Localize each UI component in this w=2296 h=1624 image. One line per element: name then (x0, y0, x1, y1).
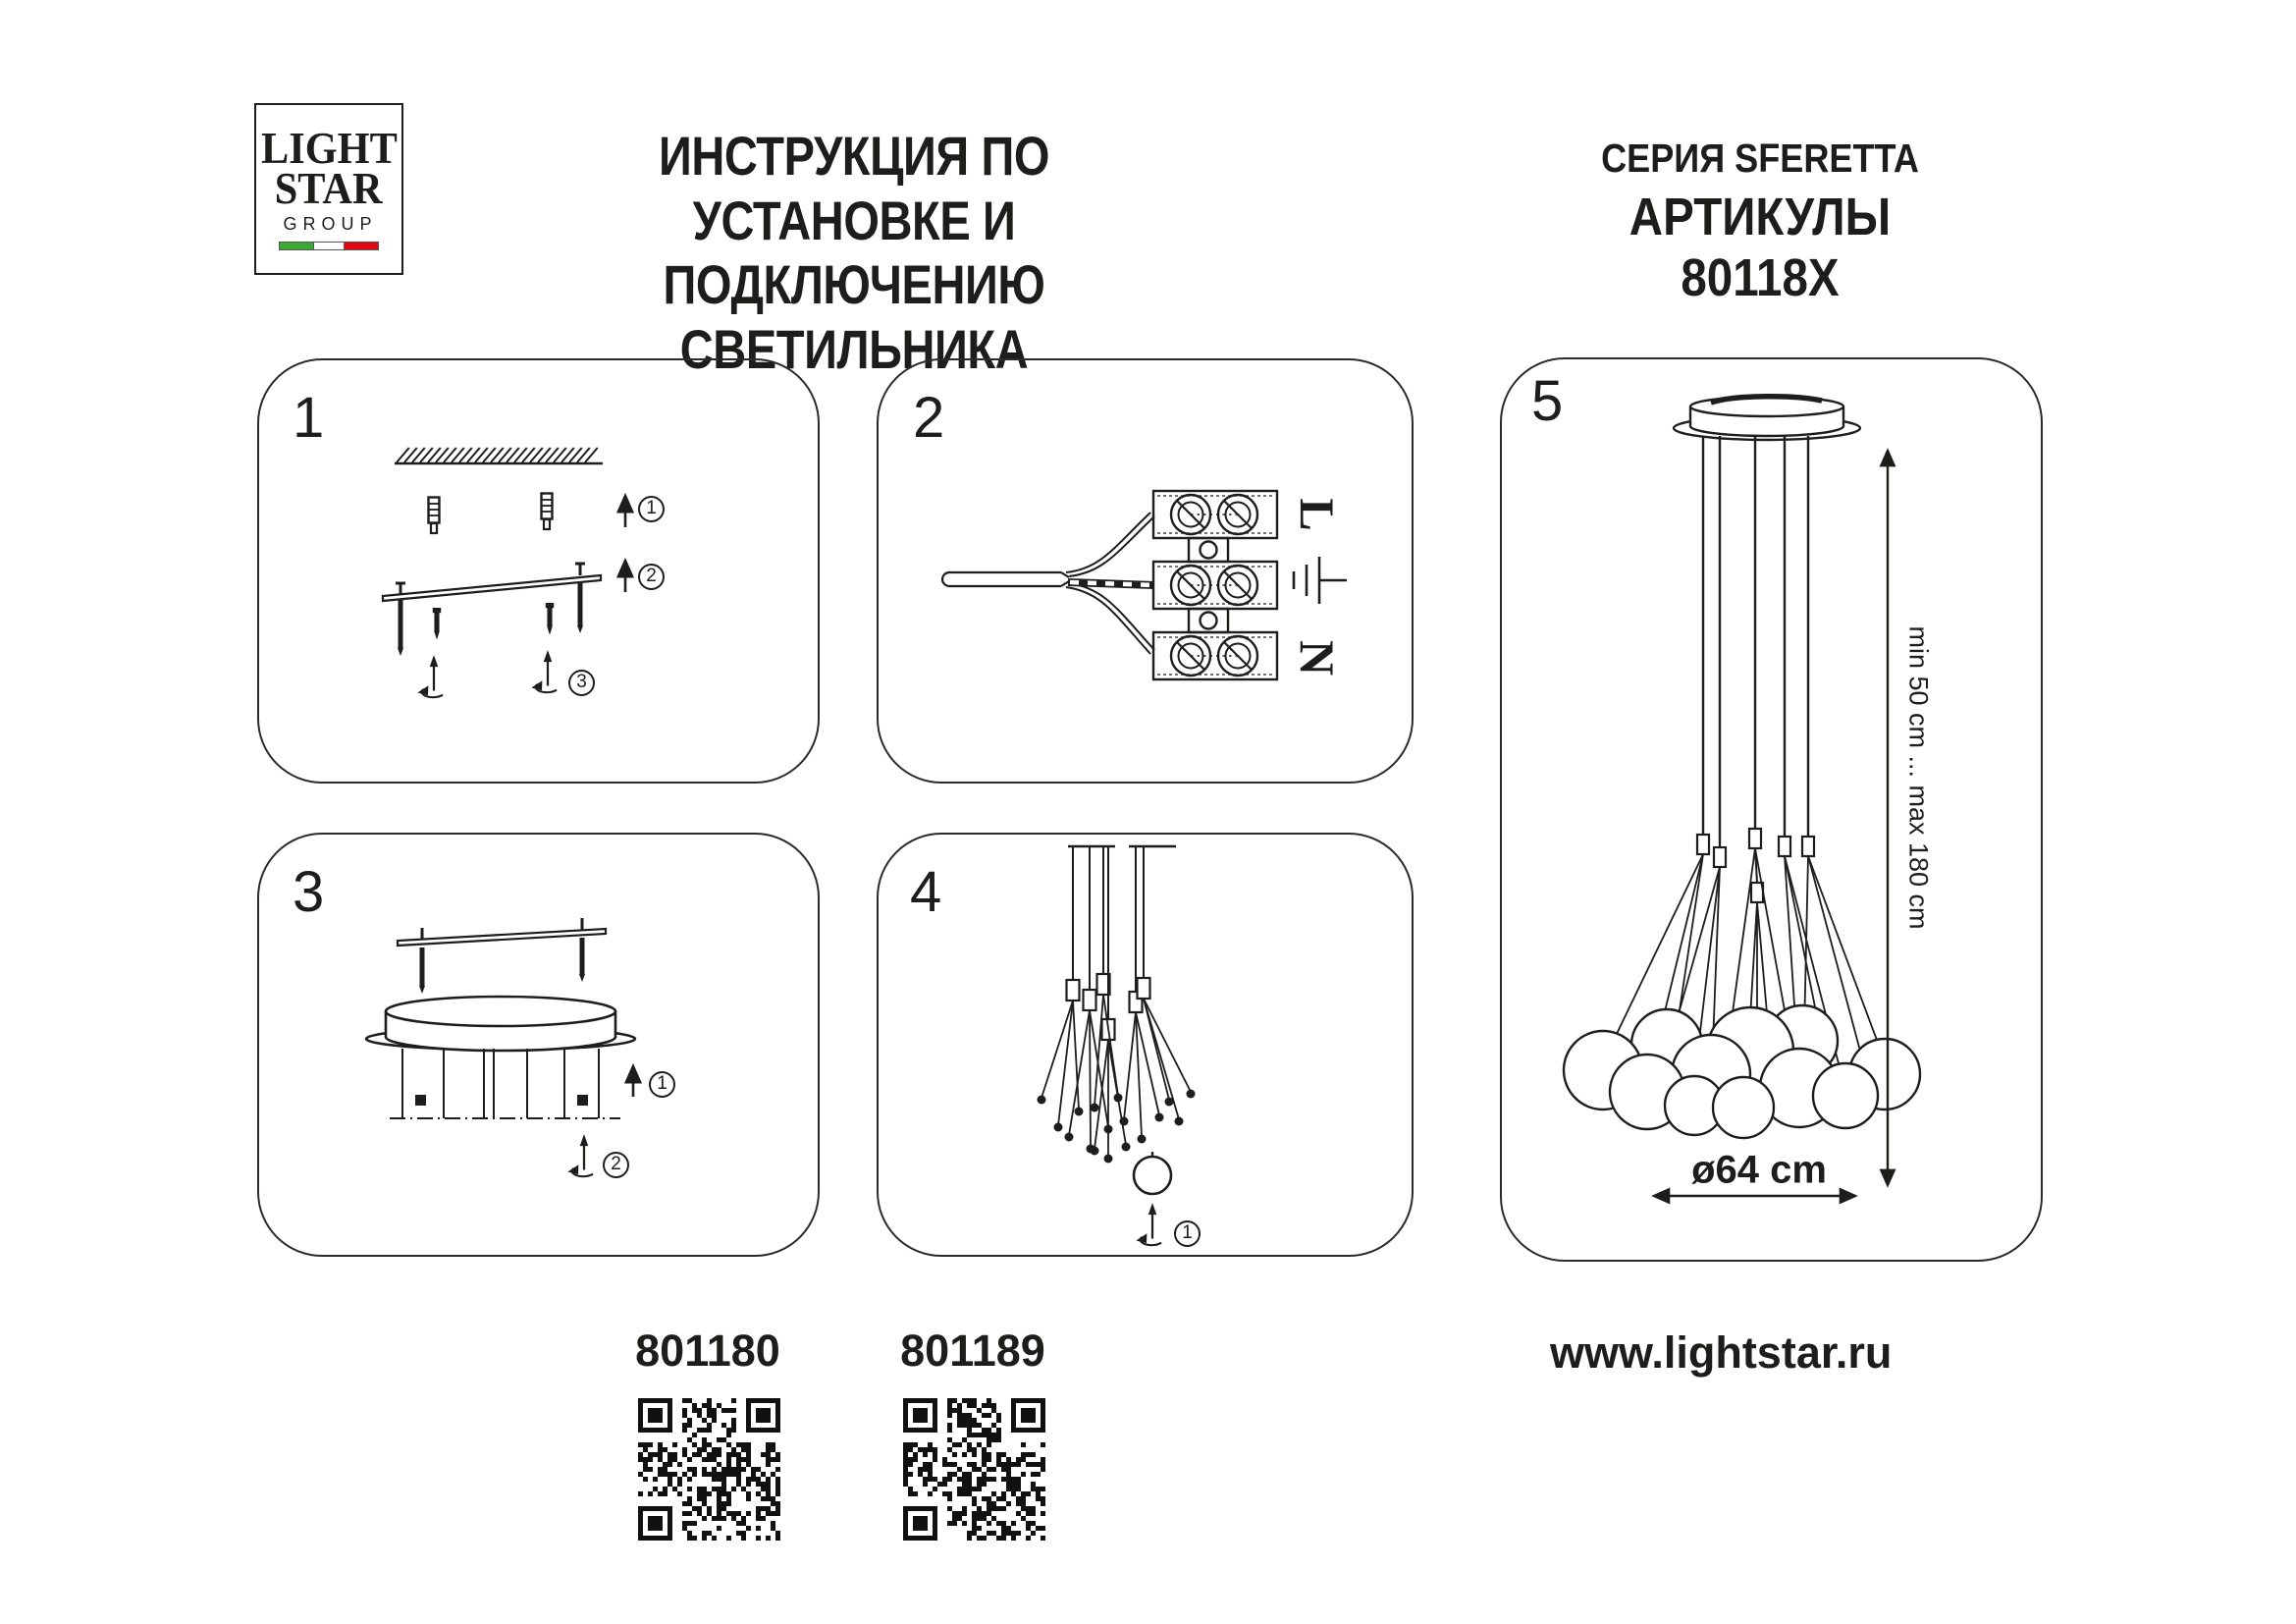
callout-2: 2 (603, 1152, 629, 1178)
step-number-2: 2 (913, 386, 945, 450)
article-code-801189: 801189 (900, 1326, 1045, 1376)
flag-white (313, 243, 346, 249)
qr-code (903, 1398, 1045, 1542)
series-header (1566, 135, 1954, 308)
rotate-screw-icon (568, 1135, 593, 1176)
series-name: СЕРИЯ SFERETTA (1601, 135, 1919, 181)
flag-red (345, 243, 378, 249)
callout-1: 1 (1174, 1220, 1201, 1247)
step-panel-2 (877, 358, 1414, 784)
glass-sphere-cluster (1564, 1005, 1920, 1138)
callout-1: 1 (649, 1071, 675, 1098)
terminal-block (1153, 491, 1277, 679)
website-url: www.lightstar.ru (1550, 1327, 1893, 1378)
assembled-chandelier-diagram (1500, 357, 2043, 1262)
step-number-3: 3 (293, 860, 325, 924)
step-number-1: 1 (293, 386, 325, 450)
bulb-installation-diagram (877, 833, 1414, 1257)
step-panel-1 (257, 358, 820, 784)
page-title-line2: ПОДКЛЮЧЕНИЮ СВЕТИЛЬНИКА (663, 253, 1045, 380)
mounting-bracket-diagram (257, 358, 820, 784)
step-panel-4 (877, 833, 1414, 1257)
terminal-label-neutral: N (1290, 639, 1345, 677)
terminal-label-line: L (1290, 498, 1345, 531)
diameter-dimension-label: ø64 cm (1691, 1148, 1827, 1192)
ceiling-canopy (366, 997, 635, 1051)
wiring-diagram (877, 358, 1414, 784)
page-title (524, 124, 1184, 381)
suspension-cords (1697, 436, 1814, 902)
glass-sphere (1134, 1157, 1171, 1194)
cord-lock (577, 1095, 588, 1106)
step-number-5: 5 (1531, 369, 1564, 433)
lightstar-logo (254, 103, 403, 275)
cord-lock (415, 1095, 426, 1106)
mains-cable (942, 513, 1154, 654)
logo-word-light: LIGHT (260, 122, 398, 173)
screw-icon (546, 603, 554, 633)
flag-green (280, 243, 313, 249)
wall-plug-icon (428, 497, 439, 533)
article-code-801180: 801180 (635, 1326, 780, 1376)
terminal-screw-icons (1171, 495, 1257, 676)
callout-1: 1 (638, 496, 665, 522)
rotate-screw-icon (418, 656, 443, 697)
suspension-wires (1066, 846, 1149, 1040)
rotate-screw-icon (532, 651, 557, 692)
step-panel-3 (257, 833, 820, 1257)
logo-word-group: GROUP (283, 214, 378, 235)
wall-plug-icon (541, 493, 552, 529)
ceiling-canopy (1674, 396, 1860, 439)
callout-3: 3 (568, 670, 595, 696)
rotate-bulb-icon (1137, 1204, 1161, 1245)
mounting-bar (383, 575, 601, 601)
canopy-mounting-diagram (257, 833, 820, 1257)
step-number-4: 4 (910, 860, 942, 924)
step-panel-5 (1500, 357, 2043, 1262)
screw-icon (433, 608, 441, 638)
articles-name: АРТИКУЛЫ 80118X (1629, 188, 1892, 307)
lamp-wires (1041, 995, 1191, 1157)
callout-2: 2 (638, 564, 665, 590)
logo-word-star: STAR (275, 163, 383, 213)
ceiling-hatch-icon (397, 448, 598, 462)
mounting-bar (398, 929, 606, 946)
earth-icon (1294, 557, 1347, 604)
height-dimension-label: min 50 cm ... max 180 cm (1903, 625, 1934, 930)
qr-code (638, 1398, 780, 1542)
page-title-line1: ИНСТРУКЦИЯ ПО УСТАНОВКЕ И (658, 125, 1050, 251)
suspension-cords (402, 1049, 599, 1118)
italian-flag-bar (279, 242, 379, 250)
